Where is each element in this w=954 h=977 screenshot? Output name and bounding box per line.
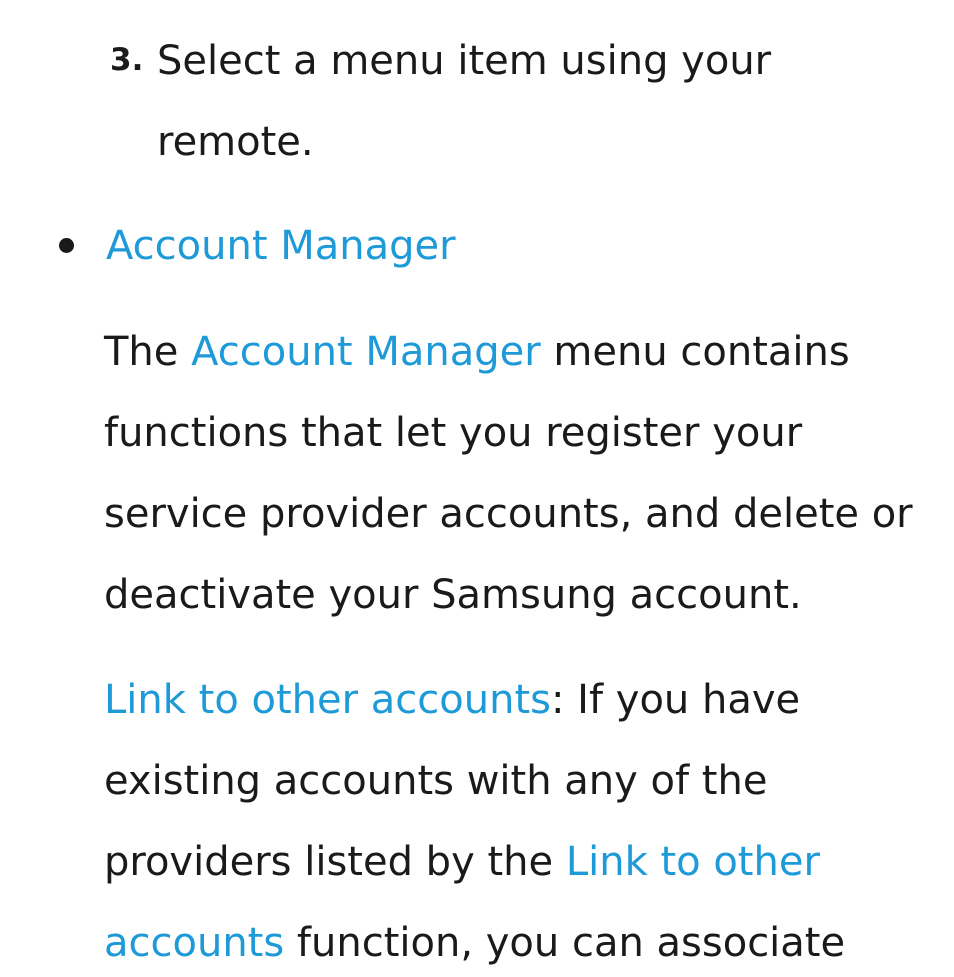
- para2-text: function, you can associate: [284, 920, 846, 966]
- paragraph-2-line-2: existing accounts with any of the: [104, 758, 768, 804]
- link-to-other-term: Link to other: [565, 839, 820, 885]
- step-number: 3.: [110, 42, 144, 78]
- bullet-icon: [59, 238, 74, 253]
- paragraph-1-line-2: functions that let you register your: [104, 410, 803, 456]
- paragraph-2-line-1: [104, 676, 800, 724]
- section-heading: Account Manager: [106, 223, 456, 269]
- para1-text: The: [104, 329, 192, 375]
- step-text-line-1: Select a menu item using your: [157, 38, 772, 84]
- account-manager-term: Account Manager: [191, 329, 541, 375]
- paragraph-2-line-4: [104, 919, 845, 967]
- paragraph-1-line-1: [104, 328, 850, 376]
- accounts-term: accounts: [104, 920, 285, 966]
- para1-text: menu contains: [540, 329, 850, 375]
- paragraph-1-line-3: service provider accounts, and delete or: [104, 491, 913, 537]
- paragraph-2-line-3: [104, 838, 820, 886]
- para2-text: providers listed by the: [104, 839, 566, 885]
- link-to-other-accounts-term: Link to other accounts: [104, 677, 551, 723]
- paragraph-1-line-4: deactivate your Samsung account.: [104, 572, 802, 618]
- step-text-line-2: remote.: [157, 119, 314, 165]
- para2-text: : If you have: [550, 677, 801, 723]
